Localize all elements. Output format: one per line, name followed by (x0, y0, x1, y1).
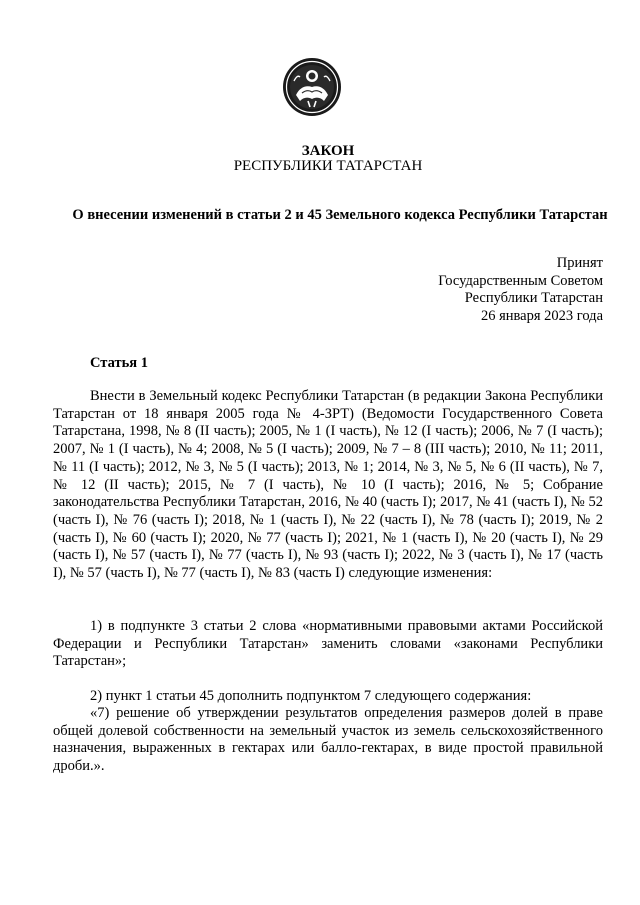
amendment-item-1: 1) в подпункте 3 статьи 2 слова «нормативными правовыми актами Российской Федерации и Республики Татарстан» заменить словами «законами Республики Татарстан»; (53, 618, 603, 670)
tatarstan-coat-of-arms-emblem (282, 57, 342, 117)
adoption-date: 26 января 2023 года (480, 307, 603, 324)
law-heading: О внесении изменений в статьи 2 и 45 Земельного кодекса Республики Татарстан (72, 207, 608, 223)
law-subtitle: РЕСПУБЛИКИ ТАТАРСТАН (233, 158, 423, 174)
amendment-item-2: 2) пункт 1 статьи 45 дополнить подпунктом 7 следующего содержания: (90, 688, 532, 704)
adoption-line-3: Республики Татарстан (464, 290, 603, 306)
adoption-line-2: Государственным Советом (438, 272, 603, 289)
article-title: Статья 1 (90, 355, 148, 371)
amendment-item-2-text: «7) решение об утверждении результатов определения размеров долей в праве общей долевой собственности на земельный участок из земель сельскохозяйственного назначения, выраженных в гектарах или балло-гектарах, в виде простой правильной дроби.». (53, 705, 603, 775)
law-title: ЗАКОН (301, 143, 355, 159)
adoption-line-1: Принят (556, 255, 603, 271)
adoption-block (363, 255, 603, 325)
article-intro-paragraph: Внести в Земельный кодекс Республики Татарстан (в редакции Закона Республики Татарстан от 18 января 2005 года № 4-ЗРТ) (Ведомости Государственного Совета Татарстана, 1998, № 8 (II часть); 2005, № 1 (I часть), № 12 (I часть); 2006, № 7 (I часть); 2007, № 1 (I часть), № 4; 2008, № 5 (I часть); 2009, № 7 – 8 (III часть); 2010, № 11; 2011, № 11 (I часть); 2012, № 3, № 5 (I часть); 2013, № 1; 2014, № 3, № 5, № 6 (II часть), № 7, № 12 (II часть); 2015, № 7 (I часть), № 10 (I часть); 2016, № 5; Собрание законодательства Республики Татарстан, 2016, № 40 (часть I); 2017, № 41 (часть I), № 52 (часть I), № 76 (часть I); 2018, № 1 (часть I), № 22 (часть I), № 78 (часть I); 2019, № 2 (часть I), № 60 (часть I); 2020, № 77 (часть I); 2021, № 1 (часть I), № 20 (часть I), № 29 (часть I), № 57 (часть I), № 77 (часть I), № 93 (часть I); 2022, № 3 (часть I), № 17 (часть I), № 57 (часть I), № 77 (часть I), № 83 (часть I) следующие изменения: (53, 388, 603, 582)
